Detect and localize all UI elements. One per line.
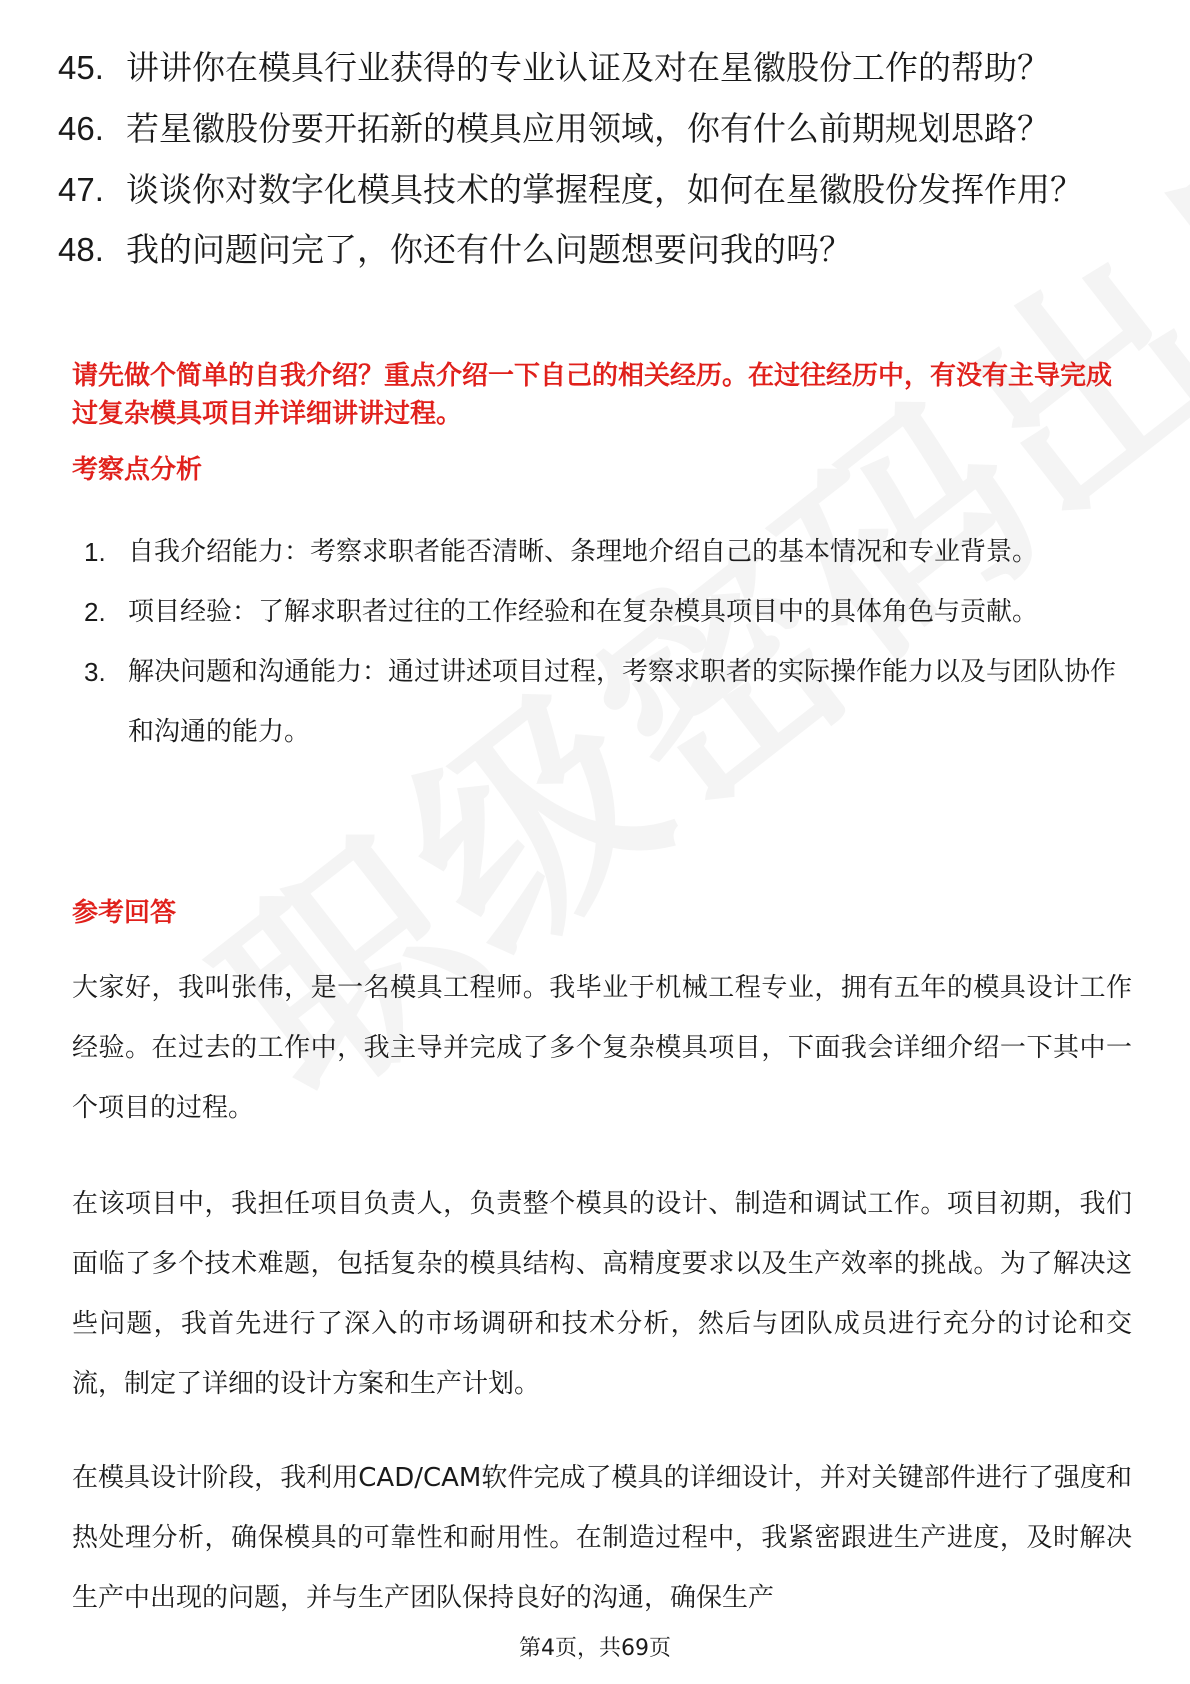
list-item-text: 自我介绍能力：考察求职者能否清晰、条理地介绍自己的基本情况和专业背景。 [128, 537, 1039, 567]
list-item-number: 45. [58, 49, 104, 86]
list-item-number: 48. [58, 231, 104, 268]
list-item [84, 522, 1134, 582]
answer-paragraph: 在模具设计阶段，我利用CAD/CAM软件完成了模具的详细设计，并对关键部件进行了强度和热处理分析，确保模具的可靠性和耐用性。在制造过程中，我紧密跟进生产进度，及时解决生产中出现的问题，并与生产团队保持良好的沟通，确保生产 [72, 1463, 1132, 1613]
list-item [58, 109, 1138, 149]
list-item [84, 582, 1134, 642]
list-item [84, 642, 1134, 762]
list-item-text: 解决问题和沟通能力：通过讲述项目过程，考察求职者的实际操作能力以及与团队协作和沟通的能力。 [128, 657, 1117, 747]
list-item [58, 230, 1138, 270]
list-item-text: 若星徽股份要开拓新的模具应用领域，你有什么前期规划思路？ [126, 109, 1050, 148]
list-item-text: 项目经验：了解求职者过往的工作经验和在复杂模具项目中的具体角色与贡献。 [128, 597, 1039, 627]
answer-paragraph: 大家好，我叫张伟，是一名模具工程师。我毕业于机械工程专业，拥有五年的模具设计工作经验。在过去的工作中，我主导并完成了多个复杂模具项目，下面我会详细介绍一下其中一个项目的过程。 [72, 973, 1132, 1123]
list-item-number: 46. [58, 110, 104, 147]
analysis-heading: 考察点分析 [72, 455, 203, 485]
answer-heading: 参考回答 [72, 898, 177, 928]
list-item-number: 2. [84, 597, 106, 627]
list-item-text: 讲讲你在模具行业获得的专业认证及对在星徽股份工作的帮助？ [126, 48, 1050, 87]
page-footer: 第4页，共69页 [519, 1636, 671, 1661]
list-item [58, 48, 1138, 88]
list-item [58, 170, 1138, 210]
list-item-number: 47. [58, 171, 104, 208]
analysis-list [84, 522, 1134, 762]
answer-paragraph: 在该项目中，我担任项目负责人，负责整个模具的设计、制造和调试工作。项目初期，我们面临了多个技术难题，包括复杂的模具结构、高精度要求以及生产效率的挑战。为了解决这些问题，我首先进行了深入的市场调研和技术分析，然后与团队成员进行充分的讨论和交流，制定了详细的设计方案和生产计划。 [72, 1189, 1132, 1399]
list-item-number: 1. [84, 537, 106, 567]
list-item-text: 我的问题问完了，你还有什么问题想要问我的吗？ [126, 230, 852, 269]
question-list [58, 48, 1138, 291]
list-item-number: 3. [84, 657, 106, 687]
question-heading: 请先做个简单的自我介绍？重点介绍一下自己的相关经历。在过往经历中，有没有主导完成过复杂模具项目并详细讲讲过程。 [72, 361, 1113, 429]
list-item-text: 谈谈你对数字化模具技术的掌握程度，如何在星徽股份发挥作用？ [126, 170, 1083, 209]
